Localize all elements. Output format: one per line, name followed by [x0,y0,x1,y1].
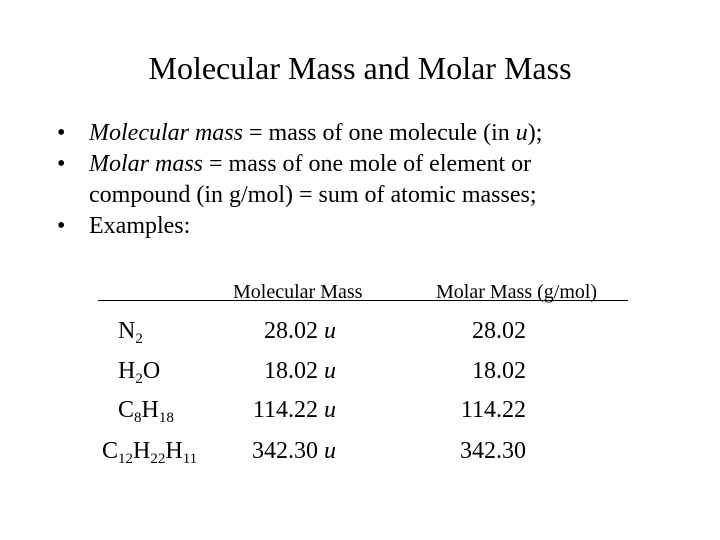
header-molecular-mass: Molecular Mass [233,281,363,303]
formula-element: H [165,438,183,464]
header-molar-mass: Molar Mass (g/mol) [436,281,598,303]
unit-symbol: u [515,120,528,146]
molar-mass-cell: 114.22 [460,397,526,423]
formula-element: H [118,358,136,384]
slide-title: Molecular Mass and Molar Mass [148,50,572,86]
header-rule [98,300,628,301]
unit-symbol: u [324,358,336,384]
bullet-marker: • [57,213,66,239]
molecular-mass-cell [186,356,336,386]
formula-element: O [142,358,161,384]
molecular-mass-value: 342.30 [252,438,318,464]
formula-element: H [141,397,159,423]
bullet-text-continuation: compound (in g/mol) = sum of atomic masses; [89,182,537,208]
formula-subscript: 18 [158,410,174,426]
formula-element: N [118,318,136,344]
bullet-text: ); [527,120,543,146]
formula-subscript: 8 [134,410,142,426]
bullet-marker: • [57,120,66,146]
molecular-mass-value: 28.02 [264,318,318,344]
formula-element: H [133,438,151,464]
bullet-marker: • [57,151,66,177]
formula-subscript: 11 [182,451,198,467]
molecular-mass-cell [186,316,336,346]
unit-symbol: u [324,397,336,423]
molar-mass-cell: 18.02 [472,358,526,384]
molecular-mass-cell [186,436,336,466]
bullet-term: Molecular mass [89,120,243,146]
unit-symbol: u [324,318,336,344]
molecular-mass-value: 114.22 [252,397,318,423]
bullet-term: Molar mass [89,151,204,177]
bullet-text: = mass of one molecule (in [242,120,516,146]
bullet-text: Examples: [89,213,191,239]
molar-mass-cell: 28.02 [472,318,526,344]
molecular-mass-value: 18.02 [264,358,318,384]
formula-subscript: 2 [135,371,143,387]
formula-subscript: 2 [135,331,143,347]
molecular-mass-cell [186,395,336,425]
unit-symbol: u [324,438,336,464]
formula-element: C [118,397,135,423]
molar-mass-cell: 342.30 [460,438,526,464]
formula-subscript: 22 [150,451,166,467]
formula-subscript: 12 [118,451,134,467]
bullet-text: = mass of one mole of element or [203,151,532,177]
formula-element: C [102,438,119,464]
